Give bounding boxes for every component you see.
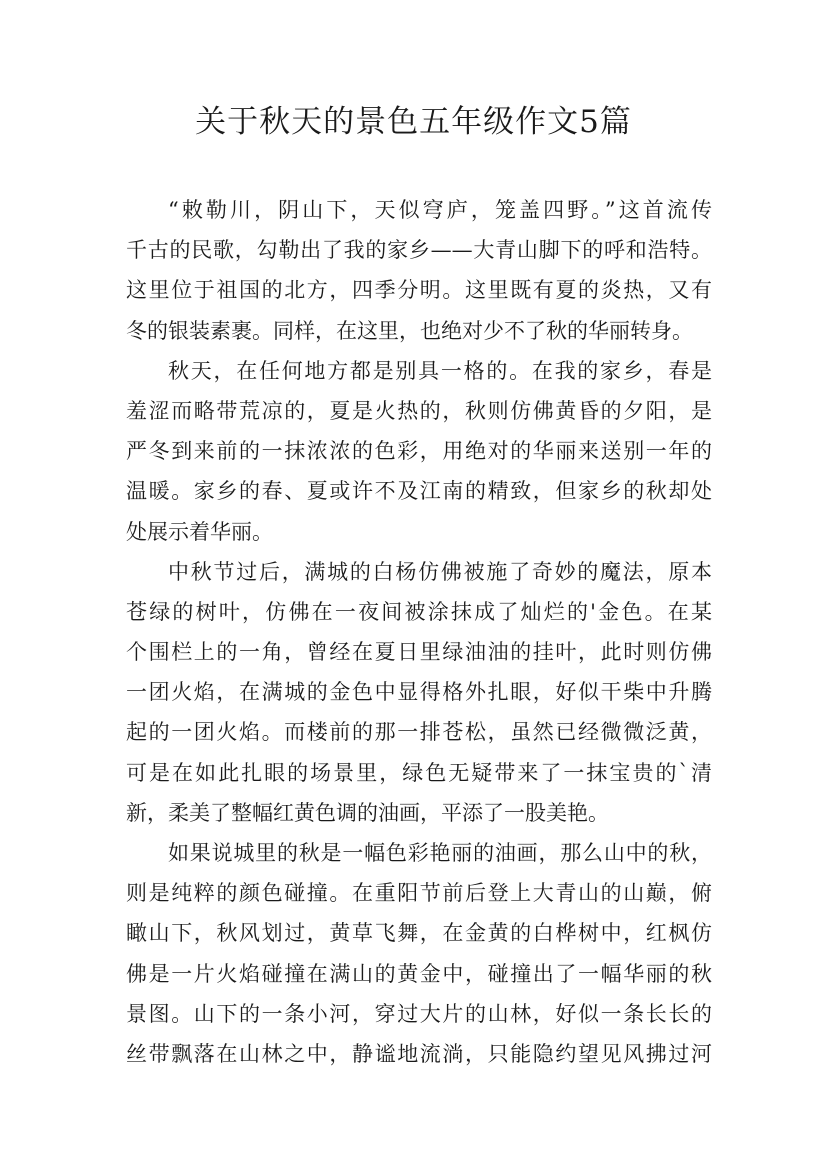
text-line: 佛是一片火焰碰撞在满山的黄金中，碰撞出了一幅华丽的秋 bbox=[126, 961, 712, 986]
text-line: 苍绿的树叶，仿佛在一夜间被涂抹成了灿烂的'金色。在某 bbox=[126, 599, 712, 624]
text-line: 瞰山下，秋风划过，黄草飞舞，在金黄的白桦树中，红枫仿 bbox=[126, 921, 712, 946]
text-line: 温暖。家乡的春、夏或许不及江南的精致，但家乡的秋却处 bbox=[126, 479, 712, 504]
text-line: 景图。山下的一条小河，穿过大片的山林，好似一条长长的 bbox=[126, 1001, 712, 1026]
text-line: “敕勒川，阴山下，天似穹庐，笼盖四野。”这首流传 bbox=[168, 198, 712, 222]
text-line: 则是纯粹的颜色碰撞。在重阳节前后登上大青山的山巅，俯 bbox=[126, 881, 712, 906]
text-line: 新，柔美了整幅红黄色调的油画，平添了一股美艳。 bbox=[126, 800, 609, 825]
text-line: 这里位于祖国的北方，四季分明。这里既有夏的炎热，又有 bbox=[126, 278, 712, 303]
text-line: 处展示着华丽。 bbox=[126, 519, 273, 544]
text-line: 秋天，在任何地方都是别具一格的。在我的家乡，春是 bbox=[168, 358, 712, 383]
text-line: 冬的银装素裹。同样，在这里，也绝对少不了秋的华丽转身。 bbox=[126, 318, 693, 343]
text-line: 个围栏上的一角，曾经在夏日里绿油油的挂叶，此时则仿佛 bbox=[126, 640, 712, 665]
text-line: 羞涩而略带荒凉的，夏是火热的，秋则仿佛黄昏的夕阳，是 bbox=[126, 398, 712, 423]
text-line: 丝带飘落在山林之中，静谧地流淌，只能隐约望见风拂过河 bbox=[126, 1041, 712, 1066]
essay-body bbox=[126, 190, 712, 1074]
page-title: 关于秋天的景色五年级作文5篇 bbox=[195, 104, 632, 140]
text-line: 如果说城里的秋是一幅色彩艳丽的油画，那么山中的秋， bbox=[168, 841, 712, 865]
text-line: 中秋节过后，满城的白杨仿佛被施了奇妙的魔法，原本 bbox=[168, 559, 712, 584]
text-line: 一团火焰，在满城的金色中显得格外扎眼，好似干柴中升腾 bbox=[126, 680, 712, 705]
text-line: 起的一团火焰。而楼前的那一排苍松，虽然已经微微泛黄， bbox=[126, 720, 712, 745]
text-line: 千古的民歌，勾勒出了我的家乡——大青山脚下的呼和浩特。 bbox=[126, 238, 712, 263]
text-line: 严冬到来前的一抹浓浓的色彩，用绝对的华丽来送别一年的 bbox=[126, 439, 712, 464]
text-line: 可是在如此扎眼的场景里，绿色无疑带来了一抹宝贵的`清 bbox=[126, 760, 712, 785]
